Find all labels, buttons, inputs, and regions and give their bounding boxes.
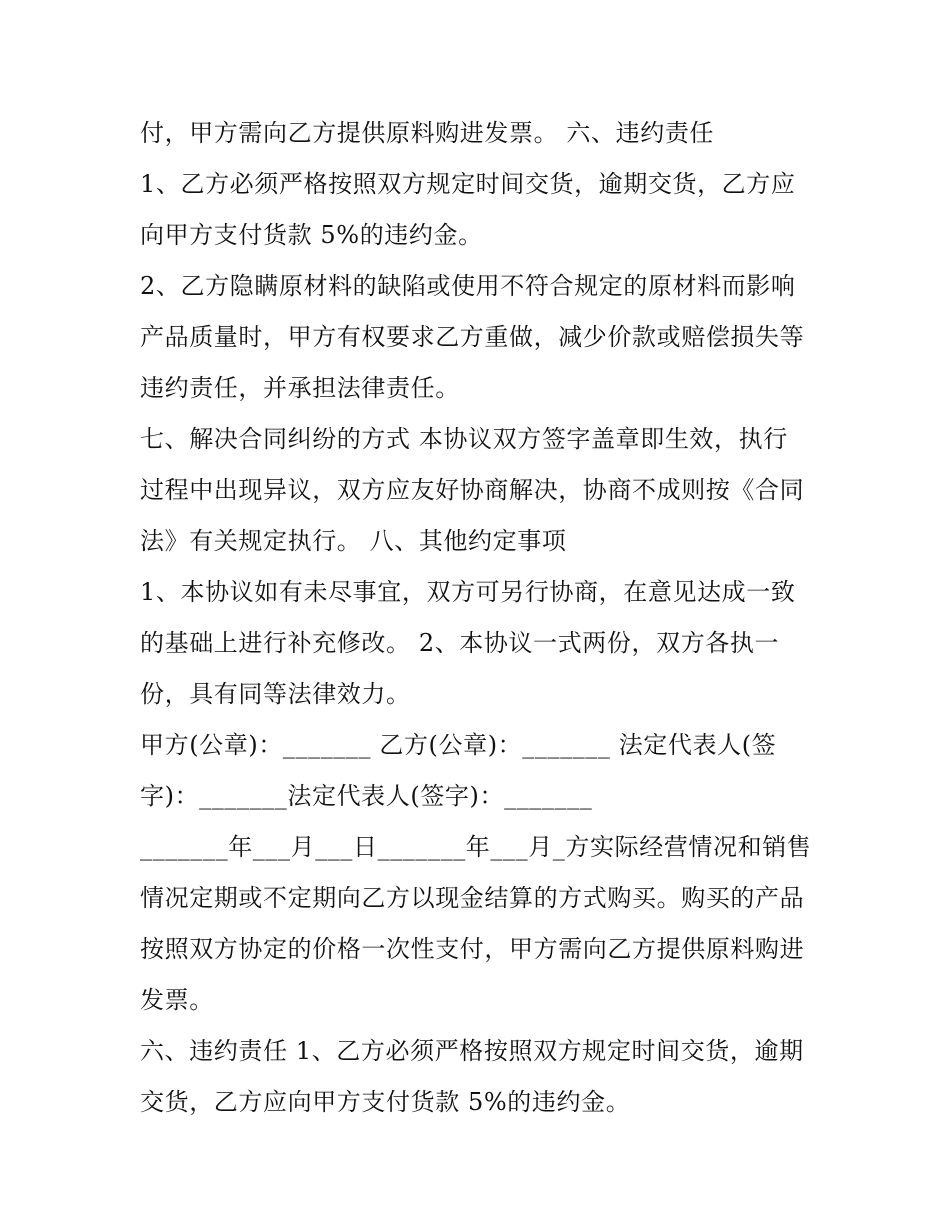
text-line: 向甲方支付货款 5%的违约金。 (140, 221, 483, 249)
text-line: 的基础上进行补充修改。 2、本协议一式两份，双方各执一 (140, 629, 780, 657)
text-line: 情况定期或不定期向乙方以现金结算的方式购买。购买的产品 (140, 884, 805, 912)
text-line: 七、解决合同纠纷的方式 本协议双方签字盖章即生效，执行 (140, 425, 788, 453)
text-line: 份，具有同等法律效力。 (140, 680, 411, 708)
text-line: 1、本协议如有未尽事宜，双方可另行协商，在意见达成一致 (140, 578, 796, 606)
text-line: 法》有关规定执行。 八、其他约定事项 (140, 527, 567, 555)
text-line: 1、乙方必须严格按照双方规定时间交货，逾期交货，乙方应 (140, 170, 796, 198)
text-line: 六、违约责任 1、乙方必须严格按照双方规定时间交货，逾期 (140, 1037, 804, 1065)
text-line: 违约责任，并承担法律责任。 (140, 374, 460, 402)
text-line: 按照双方协定的价格一次性支付，甲方需向乙方提供原料购进 (140, 935, 805, 963)
date-line: _______年___月___日_______年___月_方实际经营情况和销售 (140, 833, 812, 861)
document-body (140, 108, 830, 1128)
text-line: 过程中出现异议，双方应友好协商解决，协商不成则按《合同 (140, 476, 805, 504)
text-line: 产品质量时，甲方有权要求乙方重做，减少价款或赔偿损失等 (140, 323, 805, 351)
text-line: 付，甲方需向乙方提供原料购进发票。 六、违约责任 (140, 119, 715, 147)
signature-line: 甲方(公章)：_______ 乙方(公章)：_______ 法定代表人(签 (140, 731, 777, 759)
text-line: 交货，乙方应向甲方支付货款 5%的违约金。 (140, 1088, 631, 1116)
text-line: 发票。 (140, 986, 214, 1014)
text-line: 2、乙方隐瞒原材料的缺陷或使用不符合规定的原材料而影响 (140, 272, 796, 300)
signature-line: 字)：_______法定代表人(签字)：_______ (140, 782, 593, 810)
